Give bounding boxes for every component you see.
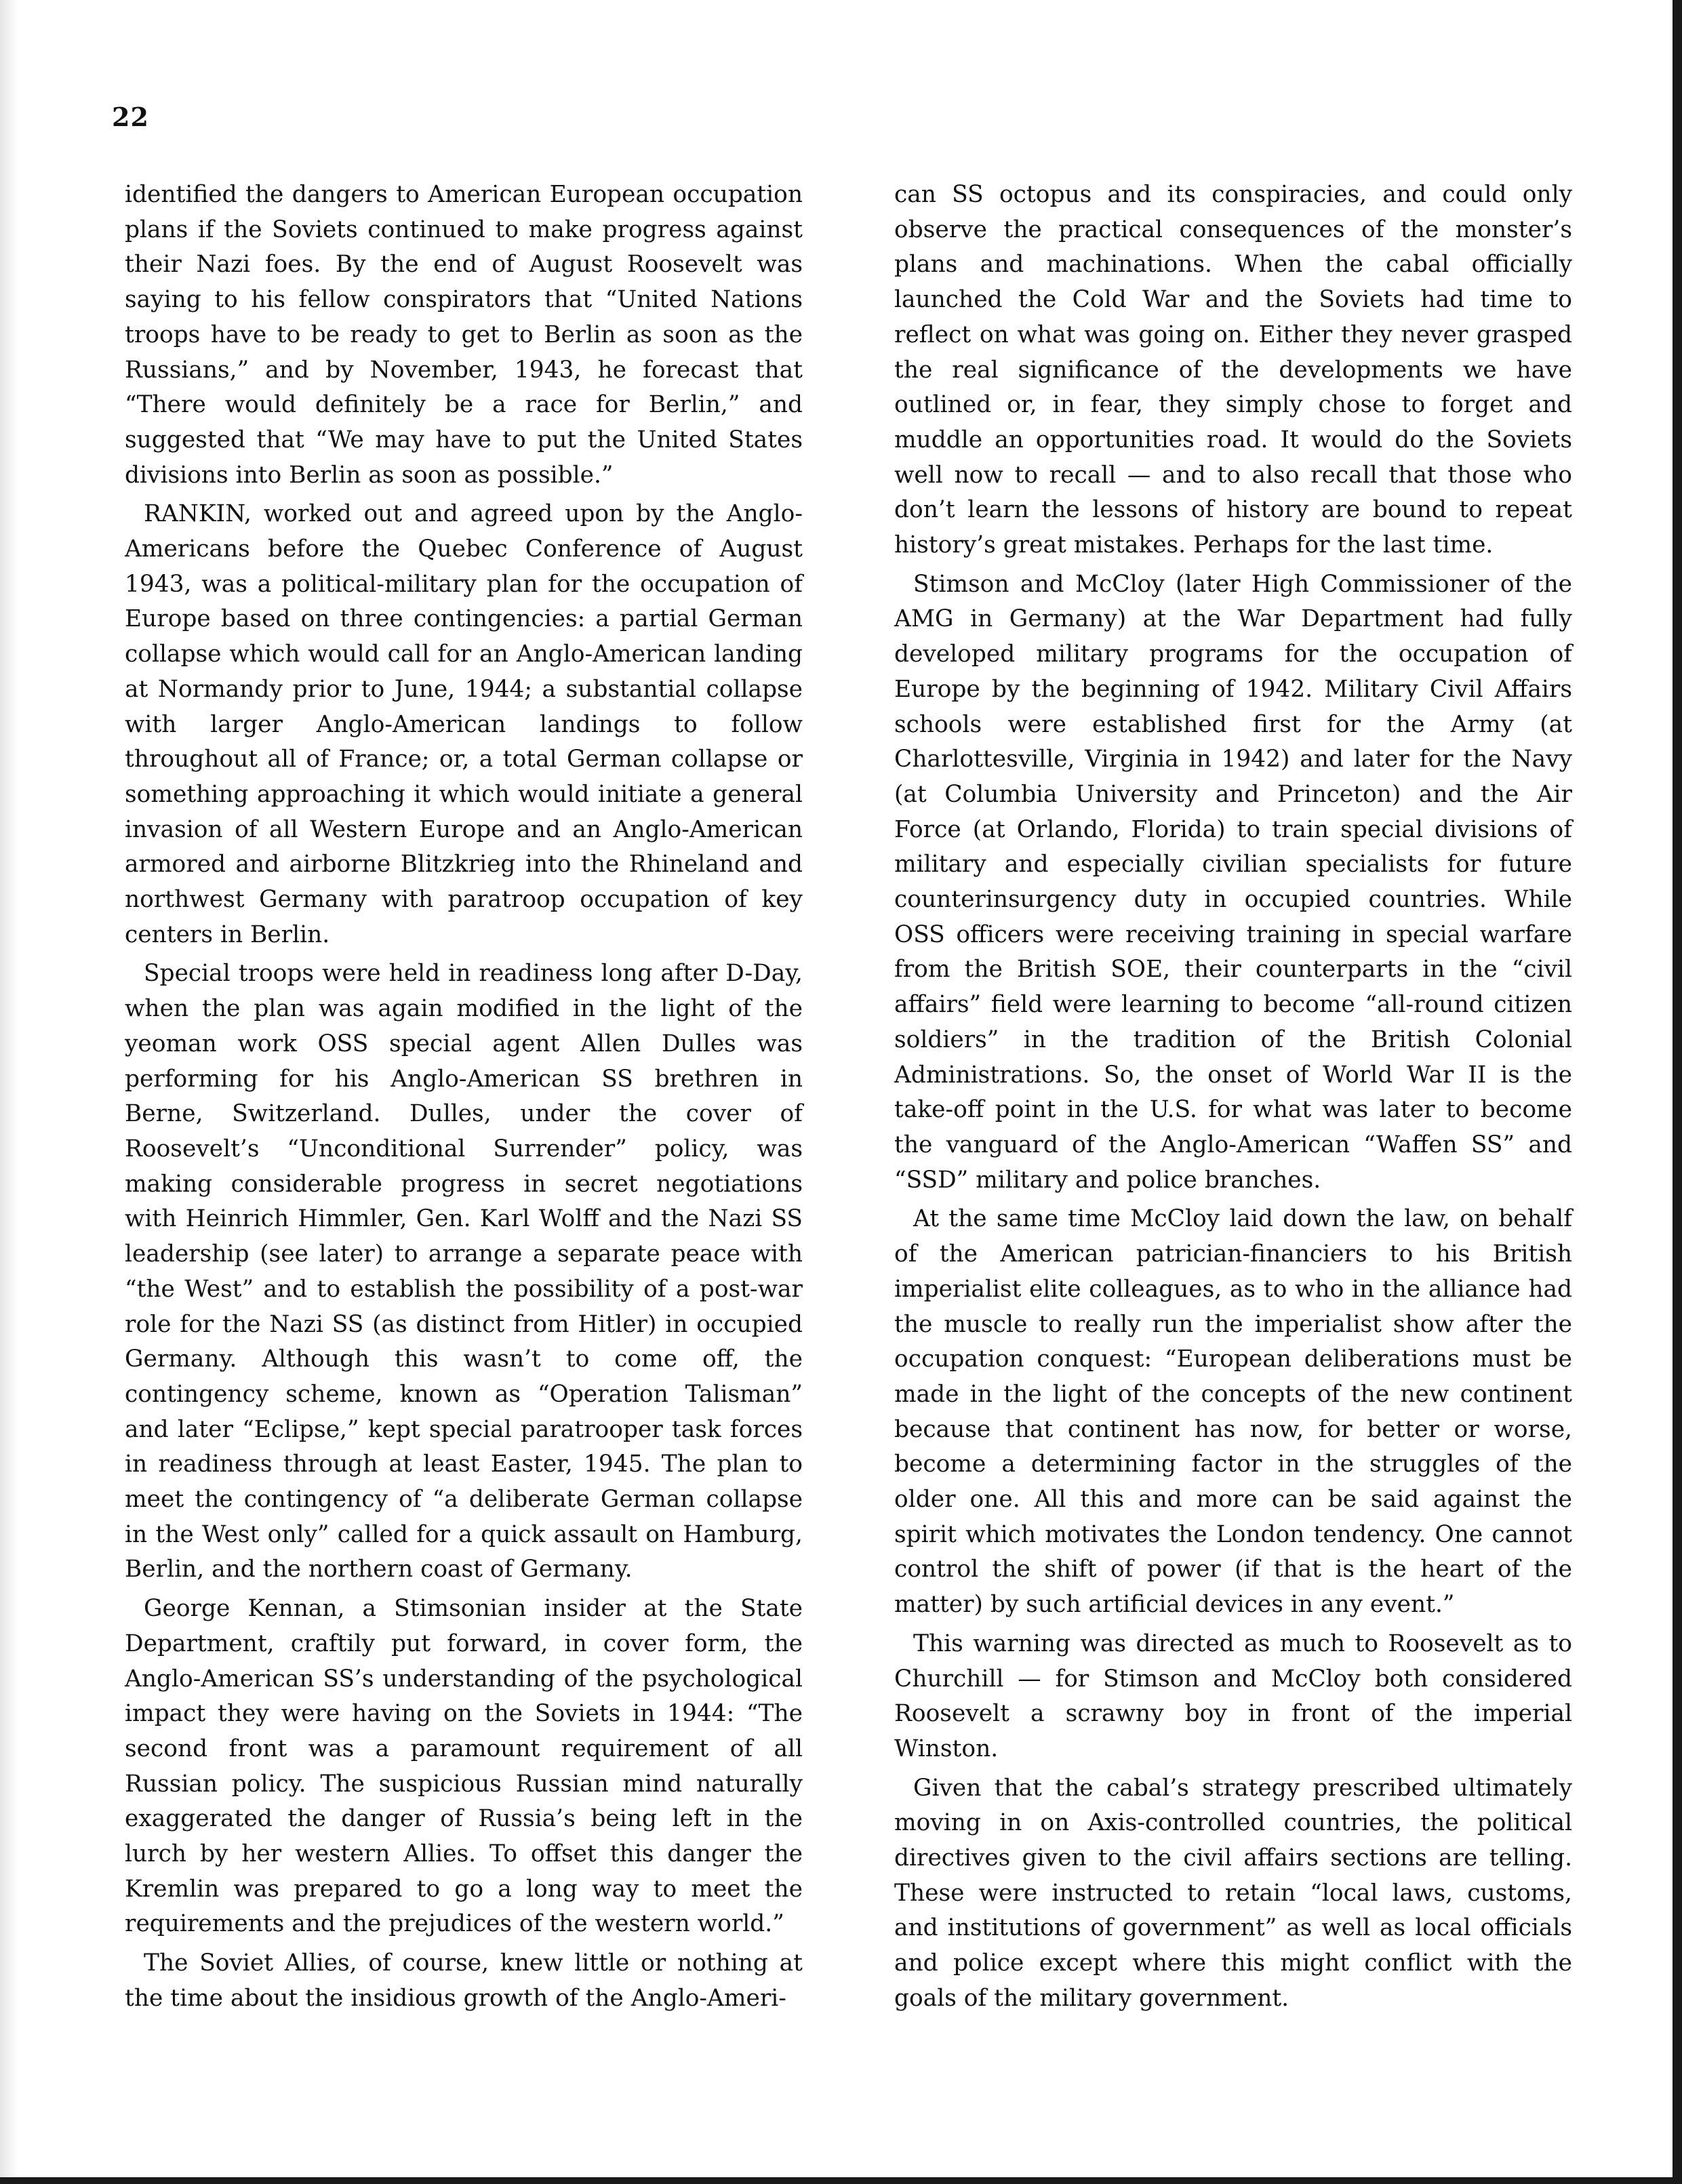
scan-edge-shadow (0, 0, 18, 2184)
left-column (125, 178, 803, 2017)
paragraph: can SS octopus and its conspiracies, and could only observe the practical consequences of the monster’s plans and machinations. When the cabal officially launched the Cold War and the Soviets had time to reflect on what was going on. Either they never grasped the real significance of the developments we have outlined or, in fear, they simply chose to forget and muddle an opportunities road. It would do the Soviets well now to recall — and to also recall that those who don’t learn the lessons of history are bound to repeat history’s great mistakes. Perhaps for the last time. (894, 181, 1572, 559)
scan-bottom-border (0, 2177, 1682, 2184)
scan-right-border (1673, 0, 1682, 2184)
paragraph: This warning was directed as much to Roosevelt as to Churchill — for Stimson and McCloy both considered Roosevelt a scrawny boy in front of the imperial Winston. (894, 1630, 1572, 1762)
paragraph: identified the dangers to American European occupation plans if the Soviets continued to make progress against their Nazi foes. By the end of August Roosevelt was saying to his fellow conspirators that “United Nations troops have to be ready to get to Berlin as soon as the Russians,” and by November, 1943, he forecast that “There would definitely be a race for Berlin,” and suggested that “We may have to put the United States divisions into Berlin as soon as possible.” (125, 181, 803, 489)
right-column (894, 178, 1572, 2017)
paragraph: Special troops were held in readiness long after D-Day, when the plan was again modified in the light of the yeoman work OSS special agent Allen Dulles was performing for his Anglo-American SS brethren in Berne, Switzerland. Dulles, under the cover of Roosevelt’s “Unconditional Surrender” policy, was making considerable progress in secret negotiations with Heinrich Himmler, Gen. Karl Wolff and the Nazi SS leadership (see later) to arrange a separate peace with “the West” and to establish the possibility of a post-war role for the Nazi SS (as distinct from Hitler) in occupied Germany. Although this wasn’t to come off, the contingency scheme, known as “Operation Talisman” and later “Eclipse,” kept special paratrooper task forces in readiness through at least Easter, 1945. The plan to meet the contingency of “a deliberate German collapse in the West only” called for a quick assault on Hamburg, Berlin, and the northern coast of Germany. (125, 960, 803, 1583)
paragraph: Given that the cabal’s strategy prescribed ultimately moving in on Axis-controlled countries, the political directives given to the civil affairs sections are telling. These were instructed to retain “local laws, customs, and institutions of government” as well as local officials and police except where this might conflict with the goals of the military government. (894, 1774, 1572, 2012)
paragraph: George Kennan, a Stimsonian insider at the State Department, craftily put forward, in cover form, the Anglo-American SS’s understanding of the psychological impact they were having on the Soviets in 1944: “The second front was a paramount requirement of all Russian policy. The suspicious Russian mind naturally exaggerated the danger of Russia’s being left in the lurch by her western Allies. To offset this danger the Kremlin was prepared to go a long way to meet the requirements and the prejudices of the western world.” (125, 1595, 803, 1938)
paragraph: Stimson and McCloy (later High Commissioner of the AMG in Germany) at the War Department had fully developed military programs for the occupation of Europe by the beginning of 1942. Military Civil Affairs schools were established first for the Army (at Charlottesville, Virginia in 1942) and later for the Navy (at Columbia University and Princeton) and the Air Force (at Orlando, Florida) to train special divisions of military and especially civilian specialists for future counterinsurgency duty in occupied countries. While OSS officers were receiving training in special warfare from the British SOE, their counterparts in the “civil affairs” field were learning to become “all-round citizen soldiers” in the tradition of the British Colonial Administrations. So, the onset of World War II is the take-off point in the U.S. for what was later to become the vanguard of the Anglo-American “Waffen SS” and “SSD” military and police branches. (894, 570, 1572, 1194)
paragraph: The Soviet Allies, of course, knew little or nothing at the time about the insidious growth of the Anglo-Ameri- (125, 1949, 803, 2012)
paragraph: RANKIN, worked out and agreed upon by the Anglo-Americans before the Quebec Conference of August 1943, was a political-military plan for the occupation of Europe based on three contingencies: a partial German collapse which would call for an Anglo-American landing at Normandy prior to June, 1944; a substantial collapse with larger Anglo-American landings to follow throughout all of France; or, a total German collapse or something approaching it which would initiate a general invasion of all Western Europe and an Anglo-American armored and airborne Blitzkrieg into the Rhineland and northwest Germany with paratroop occupation of key centers in Berlin. (125, 500, 803, 948)
paragraph: At the same time McCloy laid down the law, on behalf of the American patrician-financiers to his British imperialist elite colleagues, as to who in the alliance had the muscle to really run the imperialist show after the occupation conquest: “European deliberations must be made in the light of the concepts of the new continent because that continent has now, for better or worse, become a determining factor in the struggles of the older one. All this and more can be said against the spirit which motivates the London tendency. One cannot control the shift of power (if that is the heart of the matter) by such artificial devices in any event.” (894, 1205, 1572, 1619)
page-number: 22 (112, 102, 149, 132)
